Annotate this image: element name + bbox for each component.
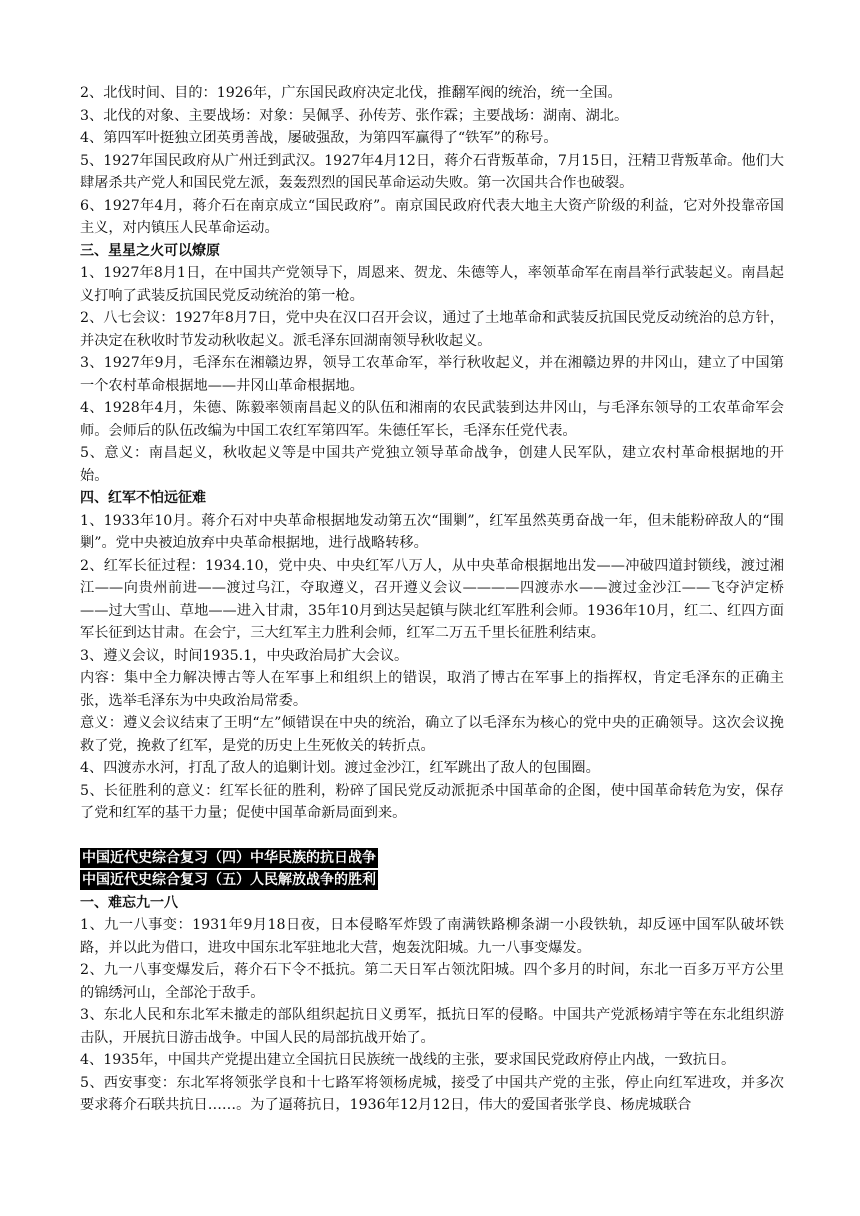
section-gap	[80, 825, 784, 847]
section-heading-918: 一、难忘九一八	[80, 894, 178, 911]
paragraph-zunyi-meeting: 3、遵义会议，时间1935.1，中央政治局扩大会议。	[80, 647, 409, 664]
paragraph-significance: 5、意义：南昌起义，秋收起义等是中国共产党独立领导革命战争，创建人民军队，建立农村革命根据地的开始。	[80, 445, 784, 484]
paragraph-zunyi-significance: 意义：遵义会议结束了王明“左”倾错误在中央的统治，确立了以毛泽东为核心的党中央的正确领导。这次会议挽救了党，挽救了红军，是党的历史上生死攸关的转折点。	[80, 715, 784, 754]
chapter-banner-4-text: 中国近代史综合复习（四）中华民族的抗日战争	[82, 849, 376, 866]
paragraph-northern-expedition-targets: 3、北伐的对象、主要战场：对象：吴佩孚、孙传芳、张作霖；主要战场：湖南、湖北。	[80, 107, 629, 124]
paragraph-autumn-harvest-uprising: 3、1927年9月，毛泽东在湘赣边界，领导工农革命军，举行秋收起义，并在湘赣边界的井冈山，建立了中国第一个农村革命根据地——井冈山革命根据地。	[80, 355, 784, 394]
paragraph-iron-army: 4、第四军叶挺独立团英勇善战，屡破强敌，为第四军赢得了“铁军”的称号。	[80, 130, 558, 146]
paragraph-zunyi-content: 内容：集中全力解决博古等人在军事上和组织上的错误，取消了博古在军事上的指挥权，肯定毛泽东的正确主张，选举毛泽东为中央政治局常委。	[80, 670, 784, 709]
paragraph-jinggangshan-meeting: 4、1928年4月，朱德、陈毅率领南昌起义的队伍和湘南的农民武装到达井冈山，与毛泽东领导的工农革命军会师。会师后的队伍改编为中国工农红军第四军。朱德任军长，毛泽东任党代表。	[80, 400, 784, 439]
paragraph-nanjing-government: 6、1927年4月，蒋介石在南京成立“国民政府”。南京国民政府代表大地主大资产阶级的利益，它对外投靠帝国主义，对内镇压人民革命运动。	[80, 197, 784, 236]
paragraph-chishui-river: 4、四渡赤水河，打乱了敌人的追剿计划。渡过金沙江，红军跳出了敌人的包围圈。	[80, 760, 600, 776]
chapter-banner-5-text: 中国近代史综合复习（五）人民解放战争的胜利	[82, 872, 376, 888]
section-heading-spark: 三、星星之火可以燎原	[80, 242, 220, 259]
paragraph-fifth-encirclement: 1、1933年10月。蒋介石对中央革命根据地发动第五次“围剿”，红军虽然英勇奋战一年，但未能粉碎敌人的“围剿”。党中央被迫放弃中央革命根据地，进行战略转移。	[80, 512, 784, 551]
paragraph-918-incident: 1、九一八事变：1931年9月18日夜，日本侵略军炸毁了南满铁路柳条湖一小段铁轨，却反诬中国军队破坏铁路，并以此为借口，进攻中国东北军驻地北大营，炮轰沈阳城。九一八事变爆发。	[80, 917, 784, 956]
paragraph-long-march-significance: 5、长征胜利的意义：红军长征的胜利，粉碎了国民党反动派扼杀中国革命的企图，使中国革命转危为安，保存了党和红军的基干力量；促使中国革命新局面到来。	[80, 782, 784, 821]
section-heading-long-march: 四、红军不怕远征难	[80, 490, 206, 506]
paragraph-volunteer-army: 3、东北人民和东北军未撤走的部队组织起抗日义勇军，抵抗日军的侵略。中国共产党派杨靖宇等在东北组织游击队，开展抗日游击战争。中国人民的局部抗战开始了。	[80, 1007, 784, 1046]
paragraph-long-march-route: 2、红军长征过程：1934.10，党中央、中央红军八万人，从中央革命根据地出发——冲破四道封锁线，渡过湘江——向贵州前进——渡过乌江，夺取遵义，召开遵义会议————四渡赤水——渡过金沙江——飞夺泸定桥——过大雪山、草地——进入甘肃，35年10月到达吴起镇与陕北红军胜利会师。1936年10月，红二、红四方面军长征到达甘肃。在会宁，三大红军主力胜利会师，红军二万五千里长征胜利结束。	[80, 557, 784, 641]
paragraph-august-seventh-meeting: 2、八七会议：1927年8月7日，党中央在汉口召开会议，通过了土地革命和武装反抗国民党反动统治的总方针，并决定在秋收时节发动秋收起义。派毛泽东回湖南领导秋收起义。	[80, 310, 784, 349]
chapter-banner-4	[80, 847, 784, 870]
paragraph-united-front: 4、1935年，中国共产党提出建立全国抗日民族统一战线的主张，要求国民党政府停止内战，一致抗日。	[80, 1052, 736, 1068]
paragraph-1927-betrayal: 5、1927年国民政府从广州迁到武汉。1927年4月12日，蒋介石背叛革命，7月15日，汪精卫背叛革命。他们大肆屠杀共产党人和国民党左派，轰轰烈烈的国民革命运动失败。第一次国共合作也破裂。	[80, 152, 784, 191]
paragraph-northern-expedition-time: 2、北伐时间、目的：1926年，广东国民政府决定北伐，推翻军阀的统治，统一全国。	[80, 85, 622, 101]
paragraph-xian-incident: 5、西安事变：东北军将领张学良和十七路军将领杨虎城，接受了中国共产党的主张，停止向红军进攻，并多次要求蒋介石联共抗日……。为了逼蒋抗日，1936年12月12日，伟大的爱国者张学良、杨虎城联合	[80, 1074, 784, 1113]
document-page	[80, 82, 784, 1117]
paragraph-nanchang-uprising: 1、1927年8月1日，在中国共产党领导下，周恩来、贺龙、朱德等人，率领革命军在南昌举行武装起义。南昌起义打响了武装反抗国民党反动统治的第一枪。	[80, 265, 784, 304]
chapter-banner-5	[80, 869, 784, 892]
paragraph-non-resistance: 2、九一八事变爆发后，蒋介石下令不抵抗。第二天日军占领沈阳城。四个多月的时间，东北一百多万平方公里的锦绣河山，全部沦于敌手。	[80, 962, 784, 1001]
